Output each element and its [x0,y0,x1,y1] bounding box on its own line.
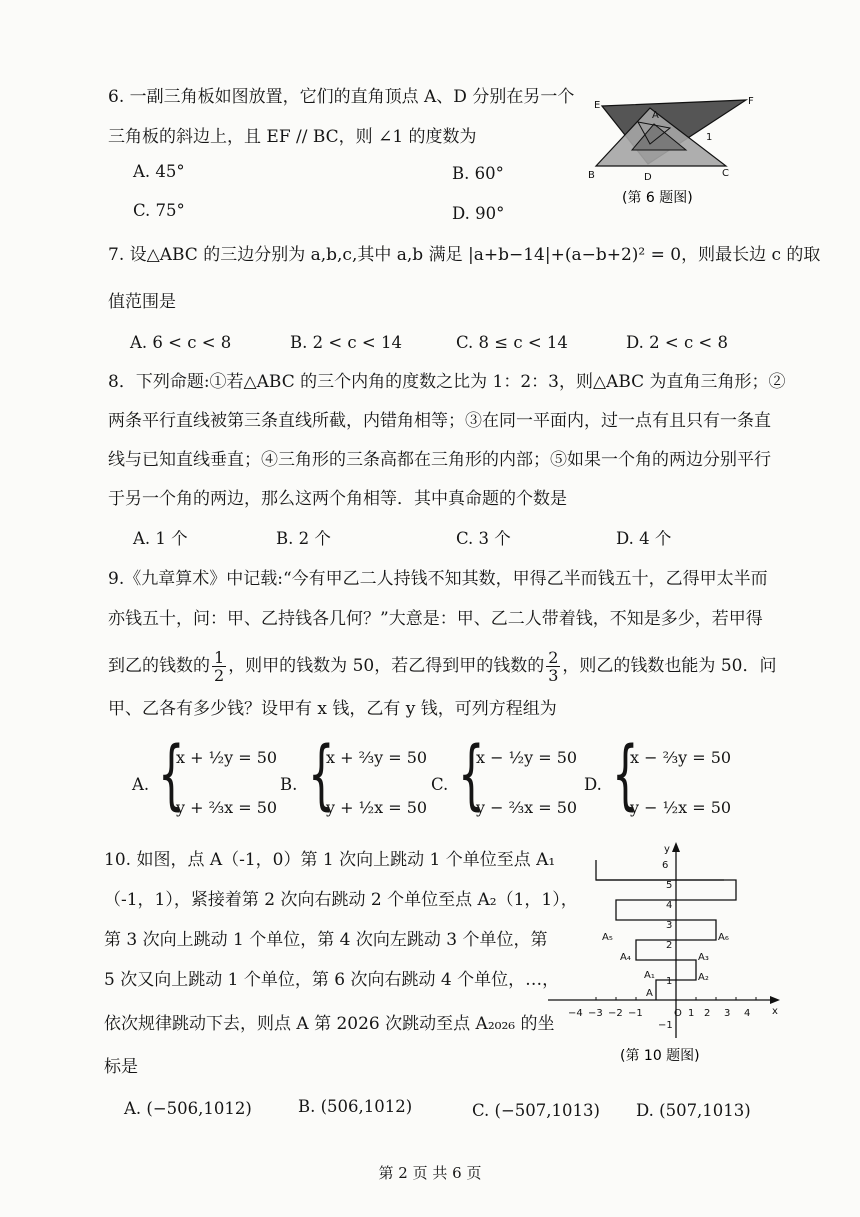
q10-x-tick: 1 [688,1008,695,1019]
q10-coordinate-figure [548,842,784,1068]
q6-option-d[interactable]: D. 90° [452,204,505,223]
q9-option-a-label[interactable]: A. [132,775,150,794]
q10-text-line-2: （-1，1），紧接着第 2 次向右跳动 2 个单位至点 A₂（1，1）， [104,890,578,910]
q10-x-axis-label: x [772,1006,778,1017]
q10-text-line-6: 标是 [104,1057,138,1077]
q6-label-c: C [722,168,729,179]
q10-y-tick: −1 [658,1020,673,1031]
q9-option-c-eq-1: x − ½y = 50 [476,748,578,767]
q9-option-d-eq-2: y − ½x = 50 [630,798,732,817]
brace-icon: { [158,729,185,818]
q10-x-tick: −3 [588,1008,603,1019]
q10-option-d[interactable]: D. (507,1013) [636,1101,751,1120]
q6-option-b[interactable]: B. 60° [452,164,504,183]
fraction-numerator: 1 [214,648,225,667]
q10-figure-caption: (第 10 题图) [620,1048,700,1064]
q6-text-line-1: 6. 一副三角板如图放置，它们的直角顶点 A、D 分别在另一个 [108,87,575,107]
q6-label-e: E [594,100,601,111]
q10-point-label: A₁ [644,970,655,981]
q8-text-line-1: 8．下列命题:①若△ABC 的三个内角的度数之比为 1：2：3，则△ABC 为直角三角形；② [108,372,786,392]
q9-line-3-part-a: 到乙的钱数的 [108,656,210,676]
q6-label-f: F [748,96,754,107]
q6-option-a[interactable]: A. 45° [133,162,185,181]
q10-y-tick: 5 [666,880,673,891]
fraction-numerator: 2 [548,648,559,667]
q9-text-line-1: 9.《九章算术》中记载:“今有甲乙二人持钱不知其数，甲得乙半而钱五十，乙得甲太半而 [108,569,768,589]
q7-option-a[interactable]: A. 6 < c < 8 [130,333,232,352]
fraction-denominator: 2 [214,666,225,685]
q10-x-tick: −4 [568,1008,583,1019]
q10-y-tick: 2 [666,940,673,951]
q9-option-d-system[interactable] [612,729,732,832]
q10-point-label: A₅ [602,932,613,943]
q6-label-a: A [652,110,659,121]
q10-text-line-1: 10. 如图，点 A（-1，0）第 1 次向上跳动 1 个单位至点 A₁ [104,850,556,870]
q9-option-c-system[interactable] [458,729,578,832]
q8-text-line-4: 于另一个角的两边，那么这两个角相等．其中真命题的个数是 [108,489,567,509]
q8-option-c[interactable]: C. 3 个 [456,529,511,548]
q9-option-b-eq-1: x + ⅔y = 50 [326,748,428,767]
q9-option-a-eq-2: y + ⅔x = 50 [176,798,278,817]
q10-text-line-5: 依次规律跳动下去，则点 A 第 2026 次跳动至点 A₂₀₂₆ 的坐 [104,1014,555,1034]
q10-y-tick: 4 [666,900,673,911]
q10-x-tick: 2 [704,1008,711,1019]
q9-text-line-4: 甲、乙各有多少钱？设甲有 x 钱，乙有 y 钱，可列方程组为 [108,699,557,719]
q10-point-label: A₄ [620,952,631,963]
q10-option-c[interactable]: C. (−507,1013) [472,1101,600,1120]
q6-triangle-figure [586,88,770,212]
q10-y-tick: 1 [666,976,673,987]
page-number-footer: 第 2 页 共 6 页 [378,1164,482,1182]
q8-option-b[interactable]: B. 2 个 [276,529,331,548]
q7-text-line-1: 7. 设△ABC 的三边分别为 a,b,c,其中 a,b 满足 |a+b−14|+(a−b+2)² = 0，则最长边 c 的取 [108,245,821,265]
q10-text-line-3: 第 3 次向上跳动 1 个单位，第 4 次向左跳动 3 个单位，第 [104,930,548,950]
q7-option-c[interactable]: C. 8 ≤ c < 14 [456,333,568,352]
q9-text-line-3 [108,646,776,686]
q9-option-c-eq-2: y − ⅔x = 50 [476,798,578,817]
q9-option-b-system[interactable] [308,729,428,832]
q6-label-b: B [588,170,595,181]
brace-icon: { [308,729,335,818]
fraction-denominator: 3 [548,666,559,685]
q10-y-axis-label: y [664,844,670,855]
q6-option-c[interactable]: C. 75° [133,201,185,220]
q8-text-line-3: 线与已知直线垂直；④三角形的三条高都在三角形的内部；⑤如果一个角的两边分别平行 [108,450,771,470]
q9-option-a-system[interactable] [158,729,278,832]
q10-x-tick: O [674,1008,682,1019]
q9-option-b-label[interactable]: B. [280,775,298,794]
q6-text-line-2: 三角板的斜边上，且 EF // BC，则 ∠1 的度数为 [108,127,477,147]
q9-option-d-label[interactable]: D. [584,775,602,794]
q10-option-a[interactable]: A. (−506,1012) [124,1099,252,1118]
q6-figure-caption: (第 6 题图) [622,190,693,206]
q10-x-tick: 3 [724,1008,731,1019]
q7-option-d[interactable]: D. 2 < c < 8 [626,333,728,352]
q10-x-tick: −2 [608,1008,623,1019]
q8-text-line-2: 两条平行直线被第三条直线所截，内错角相等；③在同一平面内，过一点有且只有一条直 [108,411,771,431]
brace-icon: { [458,729,485,818]
q7-text-line-2: 值范围是 [108,292,176,312]
q10-point-label: A₆ [718,932,729,943]
q9-line-3-part-b: ，则甲的钱数为 50，若乙得到甲的钱数的 [228,656,545,676]
q9-option-a-eq-1: x + ½y = 50 [176,748,278,767]
q10-point-label: A [646,988,653,999]
q10-option-b[interactable]: B. (506,1012) [298,1097,413,1116]
q6-label-angle-1: 1 [706,132,713,143]
q6-label-d: D [644,172,652,183]
q9-option-c-label[interactable]: C. [431,775,449,794]
q9-fraction-one-half [212,649,226,684]
q10-text-line-4: 5 次又向上跳动 1 个单位，第 6 次向右跳动 4 个单位，…， [104,970,560,990]
q9-line-3-part-c: ，则乙的钱数也能为 50．问 [562,656,777,676]
q10-y-tick: 6 [662,860,669,871]
q10-point-label: A₃ [698,952,709,963]
q10-y-tick: 3 [666,920,673,931]
q10-x-tick: −1 [628,1008,643,1019]
q10-point-label: A₂ [698,972,709,983]
q10-x-tick: 4 [744,1008,751,1019]
q7-option-b[interactable]: B. 2 < c < 14 [290,333,402,352]
q9-option-b-eq-2: y + ½x = 50 [326,798,428,817]
q8-option-d[interactable]: D. 4 个 [616,529,672,548]
brace-icon: { [612,729,639,818]
q8-option-a[interactable]: A. 1 个 [133,529,188,548]
q9-option-d-eq-1: x − ⅔y = 50 [630,748,732,767]
q9-text-line-2: 亦钱五十，问：甲、乙持钱各几何？”大意是：甲、乙二人带着钱，不知是多少，若甲得 [108,609,763,629]
q9-fraction-two-thirds [546,649,560,684]
